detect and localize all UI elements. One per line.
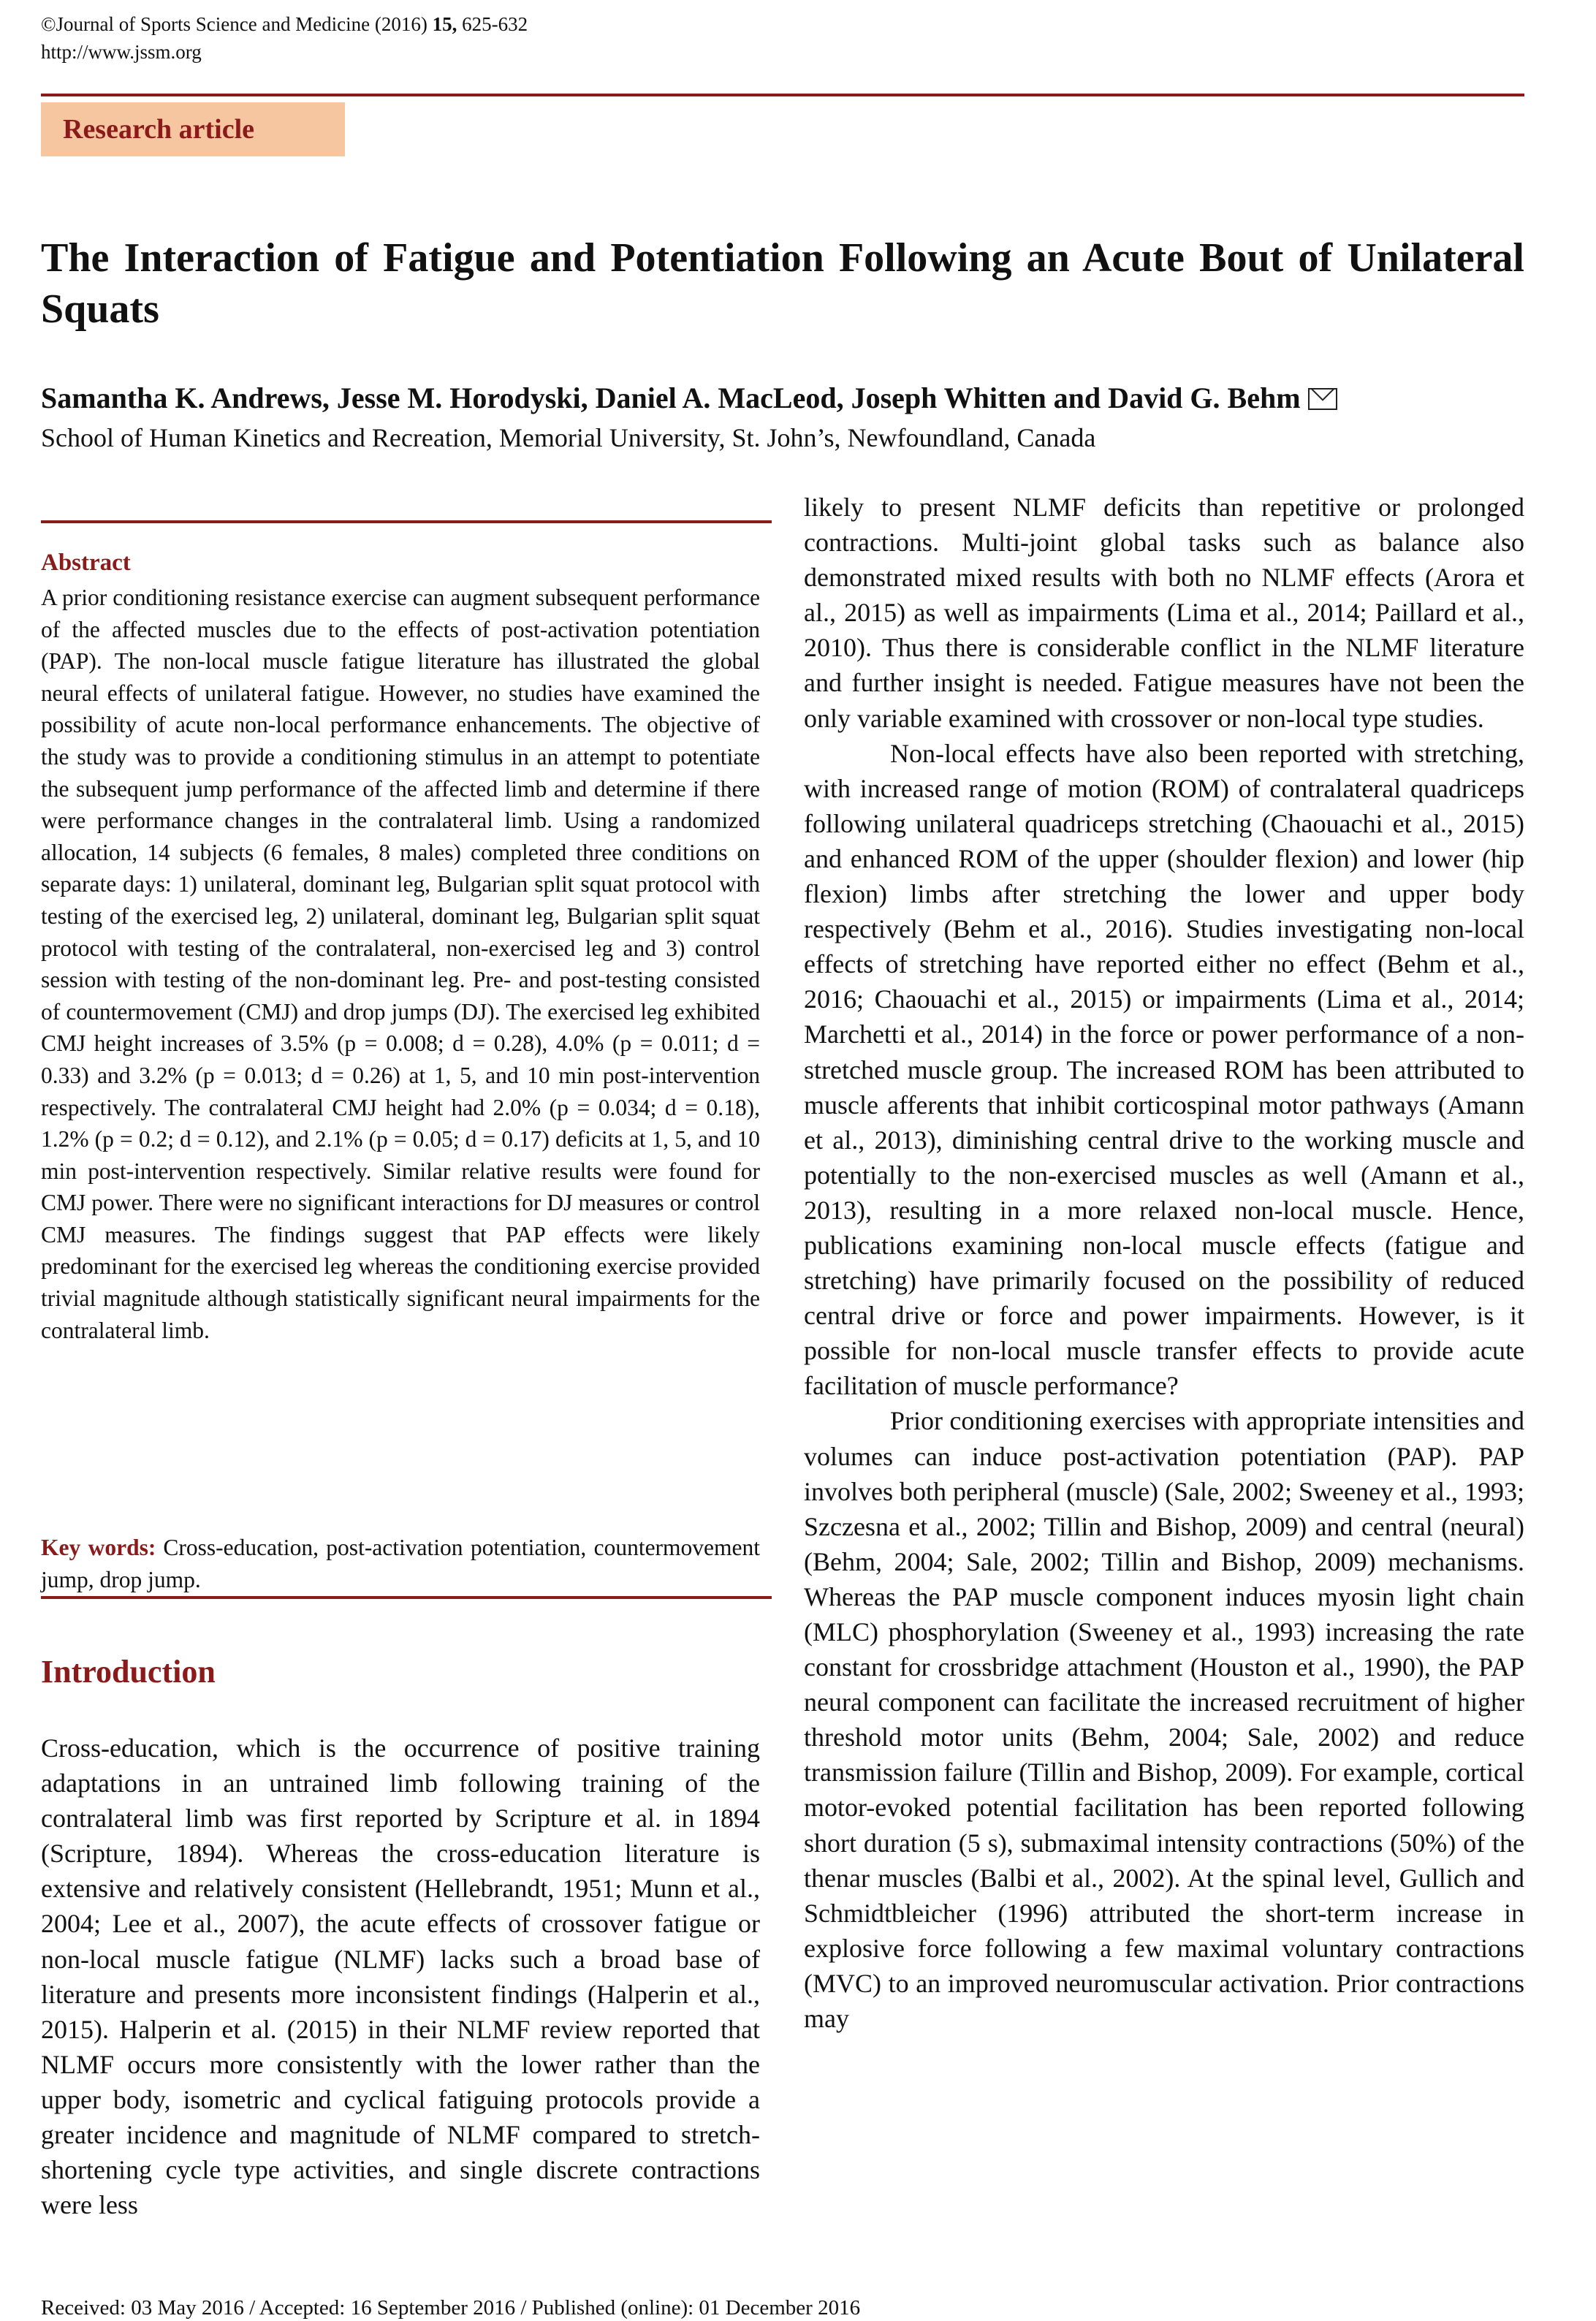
article-type-badge: Research article <box>41 102 345 156</box>
abstract-text: A prior conditioning resistance exercise can augment subsequent performance of the affected muscles due to the effects of post-activation potentiation (PAP). The non-local muscle fatigue literature has illustrated the global neural effects of unilateral fatigue. However, no studies have examined the possibility of acute non-local performance enhancements. The objective of the study was to provide a conditioning stimulus in an attempt to potentiate the subsequent jump performance of the affected limb and determine if there were performance changes in the contralateral limb. Using a randomized allocation, 14 subjects (6 females, 8 males) completed three conditions on separate days: 1) unilateral, dominant leg, Bulgarian split squat protocol with testing of the exercised leg, 2) unilateral, dominant leg, Bulgarian split squat protocol with testing of the contralateral, non-exercised leg and 3) control session with testing of the non-dominant leg. Pre- and post-testing consisted of countermovement (CMJ) and drop jumps (DJ). The exercised leg exhibited CMJ height increases of 3.5% (p = 0.008; d = 0.28), 4.0% (p = 0.011; d = 0.33) and 3.2% (p = 0.013; d = 0.26) at 1, 5, and 10 min post-intervention respectively. The contralateral CMJ height had 2.0% (p = 0.034; d = 0.18), 1.2% (p = 0.2; d = 0.12), and 2.1% (p = 0.05; d = 0.17) deficits at 1, 5, and 10 min post-intervention respectively. Similar relative results were found for CMJ power. There were no significant interactions for DJ measures or control CMJ measures. The findings suggest that PAP effects were likely predominant for the exercised leg whereas the conditioning exercise provided trivial magnitude although statistically significant neural impairments for the contralateral limb. <box>41 585 760 1343</box>
right-paragraph-3: Prior conditioning exercises with appropriate intensities and volumes can induce post-activation potentiation (PAP). PAP involves both peripheral (muscle) (Sale, 2002; Sweeney et al., 1993; Szczesna et al., 2002; Tillin and Bishop, 2009) and central (neural) (Behm, 2004; Sale, 2002; Tillin and Bishop, 2009) mechanisms. Whereas the PAP muscle component induces myosin light chain (MLC) phosphorylation (Sweeney et al., 1993) increasing the rate constant for crossbridge attachment (Houston et al., 1990), the PAP neural component can facilitate the increased recruitment of higher threshold motor units (Behm, 2004; Sale, 2002) and reduce transmission failure (Tillin and Bishop, 2009). For example, cortical motor-evoked potential facilitation has been reported following short duration (5 s), submaximal intensity contractions (50%) of the thenar muscles (Balbi et al., 2002). At the spinal level, Gullich and Schmidtbleicher (1996) attributed the short-term increase in explosive force following a few maximal voluntary contractions (MVC) to an improved neuromuscular activation. Prior contractions may <box>804 1406 1524 2034</box>
right-paragraph-2: Non-local effects have also been reported with stretching, with increased range of motion (ROM) of contralateral quadriceps following unilateral quadriceps stretching (Chaouachi et al., 2015) and enhanced ROM of the upper (shoulder flexion) and lower (hip flexion) limbs after stretching the lower and upper body respectively (Behm et al., 2016). Studies investigating non-local effects of stretching have reported either no effect (Behm et al., 2016; Chaouachi et al., 2015) or impairments (Lima et al., 2014; Marchetti et al., 2014) in the force or power performance of a non-stretched muscle group. The increased ROM has been attributed to muscle afferents that inhibit corticospinal motor pathways (Amann et al., 2013), diminishing central drive to the working muscle and potentially to the non-exercised muscles as well (Amann et al., 2013), resulting in a more relaxed non-local muscle. Hence, publications examining non-local muscle effects (fatigue and stretching) have primarily focused on the possibility of reduced central drive or force and power impairments. However, is it possible for non-local muscle transfer effects to provide acute facilitation of muscle performance? <box>804 738 1524 1401</box>
journal-url[interactable]: http://www.jssm.org <box>41 41 202 63</box>
journal-name: ©Journal of Sports Science and Medicine (2016) <box>41 13 428 35</box>
journal-pages: 625-632 <box>462 13 528 35</box>
authors-text: Samantha K. Andrews, Jesse M. Horodyski, Daniel A. MacLeod, Joseph Whitten and David G. Behm <box>41 381 1301 414</box>
author-list <box>41 379 1532 418</box>
introduction-heading: Introduction <box>41 1654 216 1690</box>
abstract-top-divider <box>41 520 772 523</box>
keywords <box>41 1532 760 1595</box>
header-divider <box>41 94 1524 96</box>
publication-dates: Received: 03 May 2016 / Accepted: 16 September 2016 / Published (online): 01 December 2016 <box>41 2296 861 2320</box>
envelope-icon[interactable] <box>1308 388 1337 410</box>
journal-volume: 15, <box>432 13 457 35</box>
abstract-bottom-divider <box>41 1596 772 1599</box>
journal-header <box>41 10 528 66</box>
keywords-label: Key words: <box>41 1535 156 1560</box>
affiliation: School of Human Kinetics and Recreation, Memorial University, St. John’s, Newfoundland, Canada <box>41 423 1096 452</box>
article-title: The Interaction of Fatigue and Potentiation Following an Acute Bout of Unilateral Squats <box>41 235 1524 332</box>
journal-citation <box>41 10 528 38</box>
abstract-heading: Abstract <box>41 550 131 576</box>
right-column <box>804 490 1524 2036</box>
right-paragraph-1: likely to present NLMF deficits than repetitive or prolonged contractions. Multi-joint global tasks such as balance also demonstrated mixed results with both no NLMF effects (Arora et al., 2015) as well as impairments (Lima et al., 2014; Paillard et al., 2010). Thus there is considerable conflict in the NLMF literature and further insight is needed. Fatigue measures have not been the only variable examined with crossover or non-local type studies. <box>804 493 1524 733</box>
introduction-text: Cross-education, which is the occurrence of positive training adaptations in an untrained limb following training of the contralateral limb was first reported by Scripture et al. in 1894 (Scripture, 1894). Whereas the cross-education literature is extensive and relatively consistent (Hellebrandt, 1951; Munn et al., 2004; Lee et al., 2007), the acute effects of crossover fatigue or non-local muscle fatigue (NLMF) lacks such a broad base of literature and presents more inconsistent findings (Halperin et al., 2015). Halperin et al. (2015) in their NLMF review reported that NLMF occurs more consistently with the lower rather than the upper body, isometric and cyclical fatiguing protocols provide a greater incidence and magnitude of NLMF compared to stretch-shortening cycle type activities, and single discrete contractions were less <box>41 1733 760 2220</box>
keywords-text: Cross-education, post-activation potentiation, countermovement jump, drop jump. <box>41 1535 761 1592</box>
